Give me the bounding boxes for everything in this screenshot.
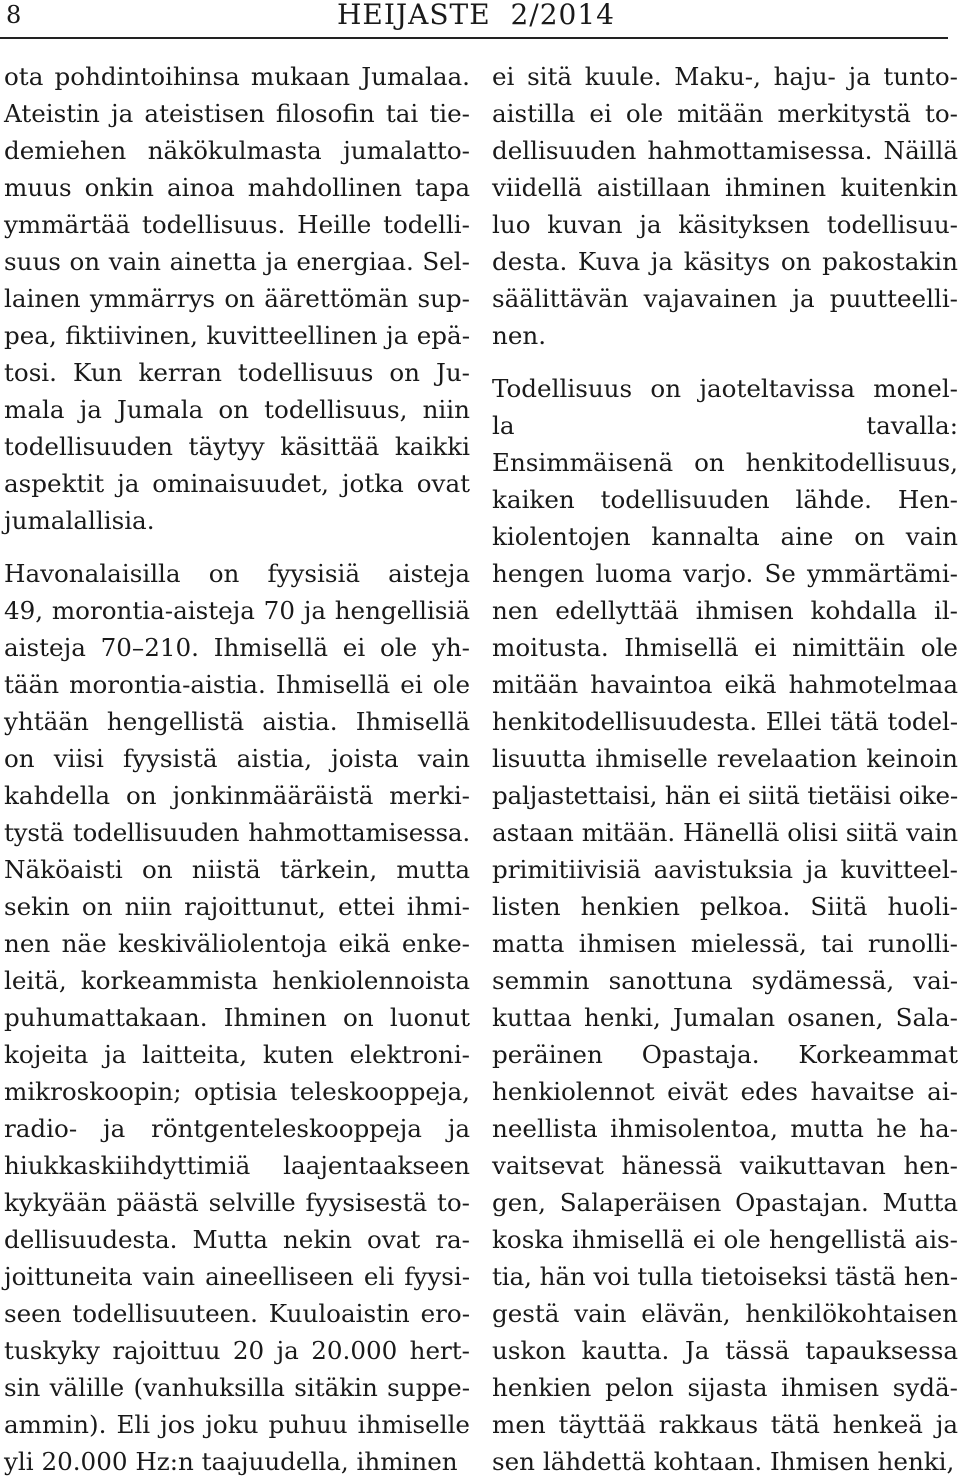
text-line: pea, fiktiivinen, kuvitteellinen ja epä- xyxy=(4,321,470,350)
text-line: joittuneita vain aineelliseen eli fyysi- xyxy=(4,1262,470,1291)
magazine-title xyxy=(337,0,615,32)
text-line: nen näe keskiväliolentoja eikä enke- xyxy=(4,929,470,958)
text-line: la tavalla: xyxy=(492,411,958,440)
text-line: peräinen Opastaja. Korkeammat xyxy=(492,1040,958,1069)
text-line: mikroskoopin; optisia teleskooppeja, xyxy=(4,1077,470,1106)
text-line: tään morontia-aistia. Ihmisellä ei ole xyxy=(4,670,470,699)
text-line: men täyttää rakkaus tätä henkeä ja xyxy=(492,1410,958,1439)
text-line: dellisuudesta. Mutta nekin ovat ra- xyxy=(4,1225,470,1254)
text-line: henkiolennot eivät edes havaitse ai- xyxy=(492,1077,958,1106)
text-line: kuttaa henki, Jumalan osanen, Sala- xyxy=(492,1003,958,1032)
text-line: Ensimmäisenä on henkitodellisuus, xyxy=(492,448,958,477)
text-line: aisteja 70–210. Ihmisellä ei ole yh- xyxy=(4,633,470,662)
left-paragraph-1 xyxy=(4,58,470,539)
text-line: desta. Kuva ja käsitys on pakostakin xyxy=(492,247,958,276)
text-line: suus on vain ainetta ja energiaa. Sel- xyxy=(4,247,470,276)
text-line: dellisuuden hahmottamisessa. Näillä xyxy=(492,136,958,165)
text-line: demiehen näkökulmasta jumalatto- xyxy=(4,136,470,165)
text-line: moitusta. Ihmisellä ei nimittäin ole xyxy=(492,633,958,662)
text-line: kahdella on jonkinmääräistä merki- xyxy=(4,781,470,810)
page-number: 8 xyxy=(6,1,22,29)
text-line: seen todellisuuteen. Kuuloaistin ero- xyxy=(4,1299,470,1328)
text-line: lisuutta ihmiselle revelaation keinoin xyxy=(492,744,958,773)
text-line: mala ja Jumala on todellisuus, niin xyxy=(4,395,470,424)
magazine-name: HEIJASTE xyxy=(337,0,491,31)
paragraph-gap xyxy=(492,354,958,370)
text-line: muus onkin ainoa mahdollinen tapa xyxy=(4,173,470,202)
text-line: uskon kautta. Ja tässä tapauksessa xyxy=(492,1336,958,1365)
text-line: ymmärtää todellisuus. Heille todelli- xyxy=(4,210,470,239)
left-paragraph-2 xyxy=(4,555,470,1480)
text-line: ota pohdintoihinsa mukaan Jumalaa. xyxy=(4,62,470,91)
text-line: henkitodellisuudesta. Ellei tätä todel- xyxy=(492,707,958,736)
text-line: on viisi fyysistä aistia, joista vain xyxy=(4,744,470,773)
text-line: nen edellyttää ihmisen kohdalla il- xyxy=(492,596,958,625)
text-line: sen lähdettä kohtaan. Ihmisen henki, xyxy=(492,1447,955,1476)
text-line: kaiken todellisuuden lähde. Hen- xyxy=(492,485,958,514)
text-line: tia, hän voi tulla tietoiseksi tästä hen- xyxy=(492,1262,958,1291)
text-line: ammin). Eli jos joku puhuu ihmiselle xyxy=(4,1410,470,1439)
text-line: Näköaisti on niistä tärkein, mutta xyxy=(4,855,470,884)
text-line: nen. xyxy=(492,321,547,350)
header-rule xyxy=(0,37,948,39)
text-line: vaitsevat hänessä vaikuttavan hen- xyxy=(492,1151,958,1180)
text-line: Ateistin ja ateistisen filosofin tai tie- xyxy=(4,99,470,128)
text-line: todellisuuden täytyy käsittää kaikki xyxy=(4,432,470,461)
text-line: sekin on niin rajoittunut, ettei ihmi- xyxy=(4,892,470,921)
text-line: kiolentojen kannalta aine on vain xyxy=(492,522,958,551)
right-column xyxy=(492,58,958,1480)
text-line: aspektit ja ominaisuudet, jotka ovat xyxy=(4,469,470,498)
text-line: gen, Salaperäisen Opastajan. Mutta xyxy=(492,1188,958,1217)
text-line: säälittävän vajavainen ja puutteelli- xyxy=(492,284,958,313)
text-line: neellista ihmisolentoa, mutta he ha- xyxy=(492,1114,958,1143)
text-line: semmin sanottuna sydämessä, vai- xyxy=(492,966,958,995)
text-line: jumalallisia. xyxy=(4,506,155,535)
text-line: kykyään päästä selville fyysisestä to- xyxy=(4,1188,470,1217)
paragraph-gap xyxy=(4,539,470,555)
text-line: mitään havaintoa eikä hahmotelmaa xyxy=(492,670,958,699)
right-paragraph-2 xyxy=(492,370,958,1480)
text-line: sin välille (vanhuksilla sitäkin suppe- xyxy=(4,1373,470,1402)
text-line: listen henkien pelkoa. Siitä huoli- xyxy=(492,892,958,921)
text-line: Todellisuus on jaoteltavissa monel- xyxy=(492,374,958,403)
text-line: tystä todellisuuden hahmottamisessa. xyxy=(4,818,470,847)
text-line: aistilla ei ole mitään merkitystä to- xyxy=(492,99,958,128)
text-line: tuskyky rajoittuu 20 ja 20.000 hert- xyxy=(4,1336,470,1365)
text-line: matta ihmisen mielessä, tai runolli- xyxy=(492,929,958,958)
text-line: primitiivisiä aavistuksia ja kuvitteel- xyxy=(492,855,958,884)
text-line: paljastettaisi, hän ei siitä tietäisi oike- xyxy=(492,781,959,810)
text-line: kojeita ja laitteita, kuten elektroni- xyxy=(4,1040,470,1069)
text-line: henkien pelon sijasta ihmisen sydä- xyxy=(492,1373,958,1402)
text-line: tosi. Kun kerran todellisuus on Ju- xyxy=(4,358,470,387)
text-line: hiukkaskiihdyttimiä laajentaakseen xyxy=(4,1151,470,1180)
page-header xyxy=(0,0,960,40)
text-line: koska ihmisellä ei ole hengellistä ais- xyxy=(492,1225,958,1254)
text-line: lainen ymmärrys on äärettömän sup- xyxy=(4,284,470,313)
right-paragraph-1 xyxy=(492,58,958,354)
text-line: viidellä aistillaan ihminen kuitenkin xyxy=(492,173,958,202)
text-line: 49, morontia-aisteja 70 ja hengellisiä xyxy=(4,596,470,625)
left-column xyxy=(4,58,470,1480)
text-line: luo kuvan ja käsityksen todellisuu- xyxy=(492,210,958,239)
text-line: leitä, korkeammista henkiolennoista xyxy=(4,966,470,995)
issue-number: 2/2014 xyxy=(510,0,615,31)
text-line: puhumattakaan. Ihminen on luonut xyxy=(4,1003,470,1032)
text-line: hengen luoma varjo. Se ymmärtämi- xyxy=(492,559,958,588)
text-line: Havonalaisilla on fyysisiä aisteja xyxy=(4,559,470,588)
text-line: yhtään hengellistä aistia. Ihmisellä xyxy=(4,707,470,736)
text-line: gestä vain elävän, henkilökohtaisen xyxy=(492,1299,958,1328)
text-line: yli 20.000 Hz:n taajuudella, ihminen xyxy=(4,1447,458,1476)
text-line: radio- ja röntgenteleskooppeja ja xyxy=(4,1114,470,1143)
text-line: ei sitä kuule. Maku-, haju- ja tunto- xyxy=(492,62,958,91)
text-line: astaan mitään. Hänellä olisi siitä vain xyxy=(492,818,958,847)
